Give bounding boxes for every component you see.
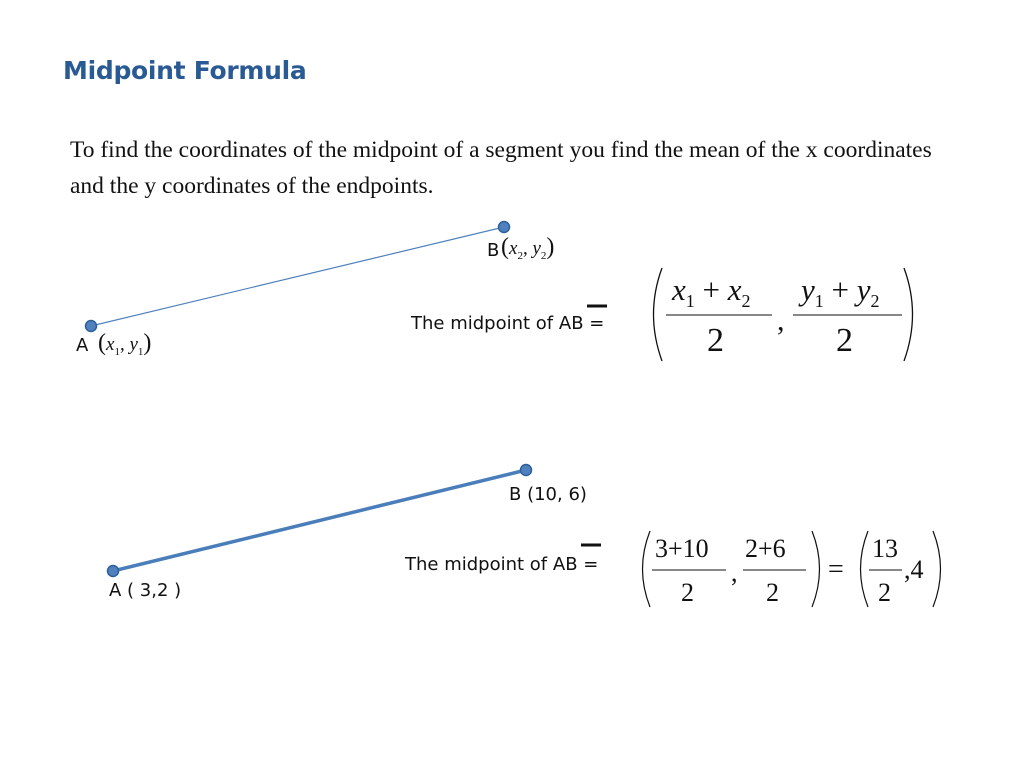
example-numerator-x: 3+10 bbox=[655, 534, 709, 563]
result-numerator: 13 bbox=[872, 534, 898, 563]
result-right-paren bbox=[933, 531, 941, 607]
point-a-example bbox=[108, 566, 119, 577]
example-denominator-x: 2 bbox=[681, 578, 694, 607]
segment-ab-example: AB bbox=[552, 554, 578, 575]
midpoint-statement-example: The midpoint of AB = bbox=[405, 554, 599, 575]
point-a-label: A bbox=[76, 335, 89, 356]
example-numerator-y: 2+6 bbox=[745, 534, 786, 563]
formula-denominator-x: 2 bbox=[707, 322, 724, 359]
point-a-general bbox=[86, 321, 97, 332]
segment-general bbox=[91, 227, 504, 326]
formula-numerator-y: $y_1 + y_2$ bbox=[801, 272, 880, 312]
formula-left-paren bbox=[654, 268, 663, 361]
formula-right-paren bbox=[904, 268, 913, 361]
result-left-paren bbox=[861, 531, 869, 607]
example-left-paren bbox=[643, 531, 651, 607]
slide-title: Midpoint Formula bbox=[63, 56, 307, 85]
point-a-coords: ($x_1$, $y_1$) bbox=[98, 330, 152, 358]
example-denominator-y: 2 bbox=[766, 578, 779, 607]
example-point-a-label: A ( 3,2 ) bbox=[109, 580, 182, 601]
example-comma: , bbox=[731, 558, 738, 587]
point-b-example bbox=[521, 465, 532, 476]
example-equals: = bbox=[828, 554, 844, 585]
formula-denominator-y: 2 bbox=[836, 322, 853, 359]
formula-numerator-x: $x_1 + x_2$ bbox=[672, 272, 751, 312]
result-tail: ,4 bbox=[904, 555, 924, 584]
intro-paragraph: To find the coordinates of the midpoint of a segment you find the mean of the x coordinates and the y coordinates of the endpoints. bbox=[70, 137, 932, 199]
point-b-coords: ($x_2$, $y_2$) bbox=[501, 234, 555, 262]
result-denominator: 2 bbox=[878, 578, 891, 607]
example-point-b-label: B (10, 6) bbox=[509, 484, 587, 505]
formula-comma: , bbox=[777, 304, 785, 337]
example-right-paren bbox=[812, 531, 820, 607]
point-b-general bbox=[499, 222, 510, 233]
segment-ab-general: AB bbox=[558, 313, 584, 334]
point-b-label: B bbox=[487, 240, 500, 261]
midpoint-statement-general: The midpoint of AB = bbox=[411, 313, 605, 334]
